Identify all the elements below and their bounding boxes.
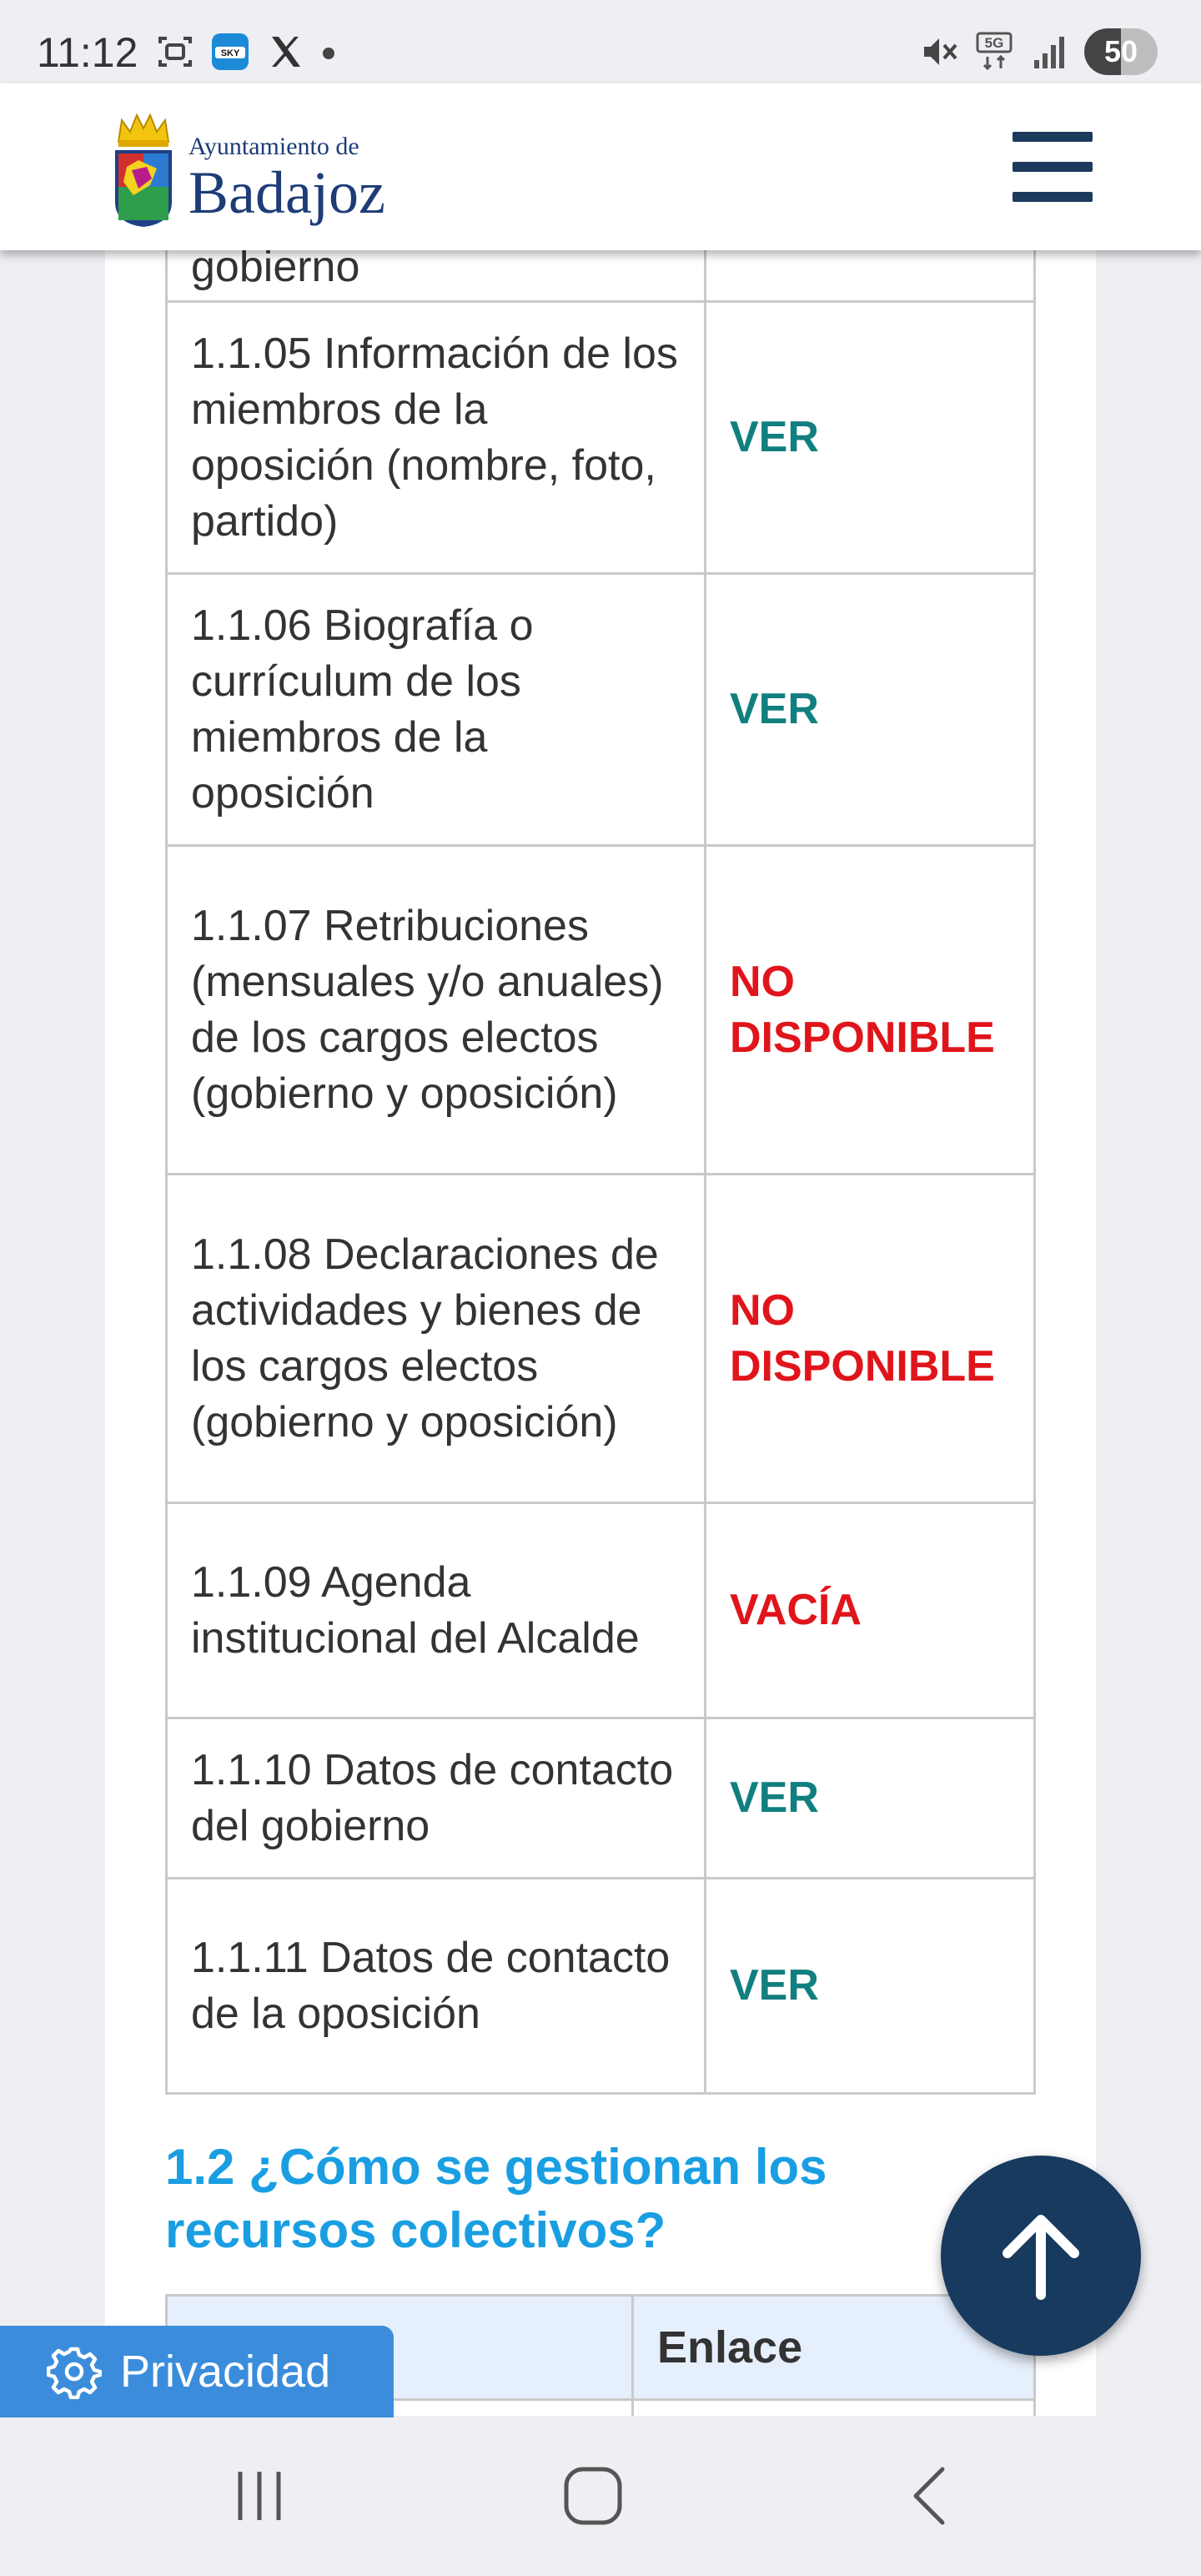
table-cell-link[interactable] — [706, 574, 1035, 846]
table-row — [167, 1175, 1035, 1503]
table-row — [167, 1718, 1035, 1879]
table-header-link: Enlace — [631, 2294, 1036, 2401]
status-system-icons — [919, 28, 1158, 75]
table-row — [167, 846, 1035, 1175]
scroll-to-top-button[interactable] — [941, 2156, 1141, 2356]
logo-subtitle: Ayuntamiento de — [188, 133, 359, 160]
link-ver[interactable]: VER — [730, 1774, 819, 1822]
link-ver[interactable]: VER — [730, 1961, 819, 2010]
svg-text:SKY: SKY — [220, 48, 240, 58]
link-ver[interactable]: VER — [730, 413, 819, 461]
gear-icon — [47, 2344, 102, 2399]
coat-of-arms-icon — [110, 108, 177, 229]
mute-icon — [919, 32, 959, 72]
5g-icon — [974, 32, 1014, 72]
status-vacia: VACÍA — [730, 1586, 862, 1634]
table-cell-desc: 1.1.08 Declaraciones de actividades y bienes de los cargos electos (gobierno y oposición) — [167, 1175, 706, 1503]
status-no-disponible: NO DISPONIBLE — [730, 1285, 995, 1391]
table-row-partial — [167, 250, 1035, 302]
table-cell-link[interactable] — [706, 1718, 1035, 1879]
home-button[interactable] — [555, 2463, 631, 2529]
table-row — [167, 574, 1035, 846]
battery-level: 50 — [1103, 34, 1138, 68]
section-title: 1.2 ¿Cómo se gestionan los recursos colectivos? — [165, 2139, 827, 2258]
status-notification-icons — [155, 32, 337, 72]
table-cell-link[interactable] — [706, 302, 1035, 574]
table-cell-desc — [167, 250, 706, 302]
svg-text:5G: 5G — [984, 35, 1004, 51]
table-cell-link[interactable] — [706, 1879, 1035, 2094]
x-app-icon — [265, 32, 305, 72]
link-ver[interactable]: VER — [730, 685, 819, 733]
partial-row-text: gobierno — [191, 250, 360, 291]
recent-apps-button[interactable] — [222, 2463, 297, 2529]
table-cell-desc: 1.1.07 Retribuciones (mensuales y/o anuales) de los cargos electos (gobierno y oposición) — [167, 846, 706, 1175]
status-no-disponible: NO DISPONIBLE — [730, 957, 995, 1062]
badajoz-logo[interactable] — [110, 108, 385, 229]
privacy-label: Privacidad — [120, 2347, 331, 2397]
battery-icon — [1084, 28, 1158, 75]
home-icon — [561, 2464, 625, 2528]
table-cell-link — [706, 846, 1035, 1175]
screenshot-icon — [155, 32, 195, 72]
back-button[interactable] — [891, 2463, 966, 2529]
sky-app-icon — [210, 32, 250, 72]
content-card — [105, 250, 1096, 2416]
table-cell-desc: 1.1.10 Datos de contacto del gobierno — [167, 1718, 706, 1879]
table-cell-link — [706, 1175, 1035, 1503]
table-cell-desc: 1.1.09 Agenda institucional del Alcalde — [167, 1503, 706, 1718]
signal-icon — [1029, 32, 1069, 72]
notification-dot-icon — [320, 32, 337, 72]
table-row — [167, 302, 1035, 574]
table-row — [167, 1503, 1035, 1718]
status-bar — [0, 0, 1201, 83]
site-header — [0, 83, 1201, 250]
privacy-button[interactable] — [0, 2326, 394, 2418]
logo-title: Badajoz — [188, 159, 385, 226]
back-icon — [899, 2464, 957, 2528]
table-cell-desc: 1.1.11 Datos de contacto de la oposición — [167, 1879, 706, 2094]
hamburger-menu-icon[interactable] — [1013, 132, 1093, 202]
table-cell-link — [706, 1503, 1035, 1718]
system-navigation-bar — [0, 2416, 1201, 2576]
arrow-up-icon — [987, 2201, 1095, 2310]
table-cell-link — [706, 250, 1035, 302]
status-time: 11:12 — [37, 29, 138, 76]
table-row — [167, 1879, 1035, 2094]
table-cell-desc: 1.1.05 Información de los miembros de la oposición (nombre, foto, partido) — [167, 302, 706, 574]
recent-apps-icon — [230, 2467, 289, 2525]
table-cell-link — [631, 2398, 1036, 2416]
transparency-table — [165, 250, 1036, 2095]
table-cell-desc: 1.1.06 Biografía o currículum de los miembros de la oposición — [167, 574, 706, 846]
